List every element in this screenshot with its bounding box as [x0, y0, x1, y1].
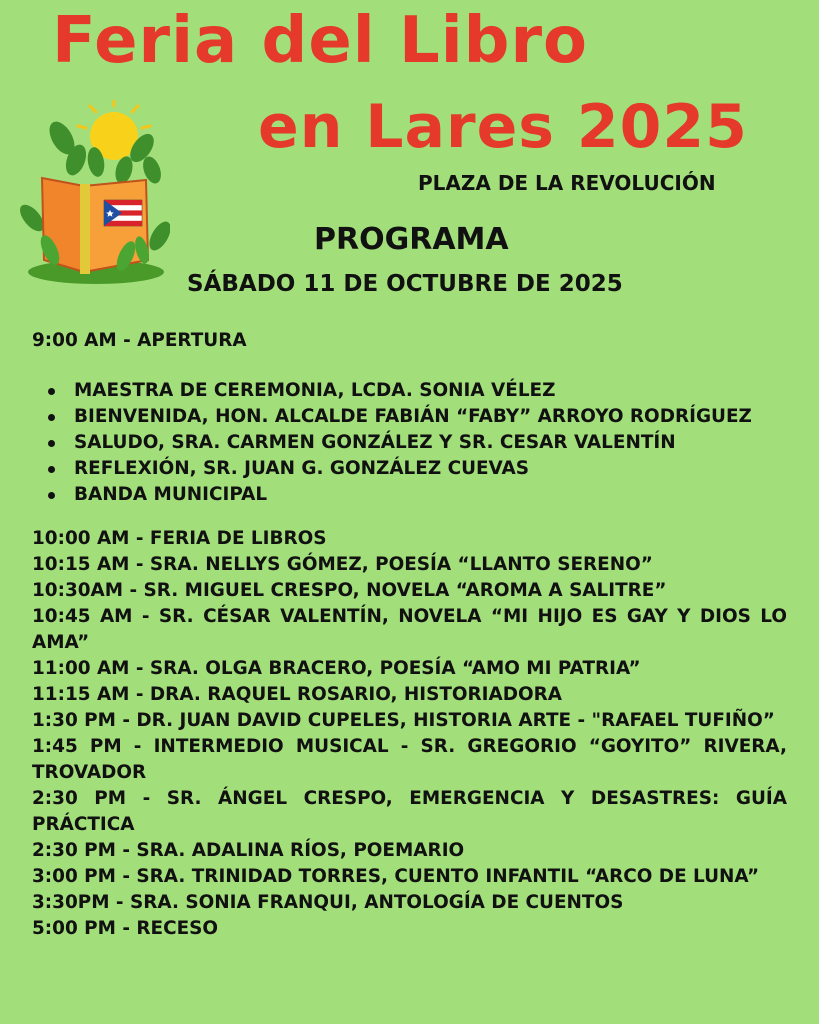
program-heading: PROGRAMA — [314, 222, 509, 257]
schedule-item: 1:45 PM - INTERMEDIO MUSICAL - SR. GREGORIO “GOYITO” RIVERA, TROVADOR — [32, 736, 787, 783]
venue: PLAZA DE LA REVOLUCIÓN — [418, 171, 716, 195]
schedule-item: 11:00 AM - SRA. OLGA BRACERO, POESÍA “AMO MI PATRIA” — [32, 658, 641, 679]
title-line-1: Feria del Libro — [52, 4, 588, 78]
schedule-item: 11:15 AM - DRA. RAQUEL ROSARIO, HISTORIADORA — [32, 684, 563, 705]
schedule-item: 3:00 PM - SRA. TRINIDAD TORRES, CUENTO INFANTIL “ARCO DE LUNA” — [32, 866, 760, 887]
program-content — [32, 328, 787, 942]
schedule-item: 10:45 AM - SR. CÉSAR VALENTÍN, NOVELA “MI HIJO ES GAY Y DIOS LO AMA” — [32, 606, 787, 653]
schedule-item: 10:15 AM - SRA. NELLYS GÓMEZ, POESÍA “LLANTO SERENO” — [32, 554, 653, 575]
bullet-icon — [48, 440, 55, 447]
schedule-item: 5:00 PM - RECESO — [32, 918, 219, 939]
list-item: REFLEXIÓN, SR. JUAN G. GONZÁLEZ CUEVAS — [74, 456, 805, 482]
list-item: MAESTRA DE CEREMONIA, LCDA. SONIA VÉLEZ — [74, 378, 805, 404]
opening-list — [32, 378, 805, 508]
bullet-icon — [48, 388, 55, 395]
list-item: BIENVENIDA, HON. ALCALDE FABIÁN “FABY” ARROYO RODRÍGUEZ — [74, 404, 805, 430]
opening-heading: 9:00 AM - APERTURA — [32, 330, 247, 351]
list-item: SALUDO, SRA. CARMEN GONZÁLEZ Y SR. CESAR VALENTÍN — [74, 430, 805, 456]
book-with-sun-and-puerto-rico-flag-icon — [14, 100, 170, 290]
bullet-icon — [48, 492, 55, 499]
bullet-icon — [48, 414, 55, 421]
schedule-item: 3:30PM - SRA. SONIA FRANQUI, ANTOLOGÍA DE CUENTOS — [32, 892, 624, 913]
schedule-item: 1:30 PM - DR. JUAN DAVID CUPELES, HISTORIA ARTE - "RAFAEL TUFIÑO” — [32, 710, 775, 731]
title-line-2: en Lares 2025 — [258, 92, 748, 162]
schedule-item: 10:30AM - SR. MIGUEL CRESPO, NOVELA “AROMA A SALITRE” — [32, 580, 667, 601]
schedule-item: 10:00 AM - FERIA DE LIBROS — [32, 528, 327, 549]
schedule-item: 2:30 PM - SR. ÁNGEL CRESPO, EMERGENCIA Y DESASTRES: GUÍA PRÁCTICA — [32, 788, 787, 835]
schedule-item: 2:30 PM - SRA. ADALINA RÍOS, POEMARIO — [32, 840, 465, 861]
bullet-icon — [48, 466, 55, 473]
list-item: BANDA MUNICIPAL — [74, 482, 805, 508]
event-date: SÁBADO 11 DE OCTUBRE DE 2025 — [187, 271, 623, 297]
